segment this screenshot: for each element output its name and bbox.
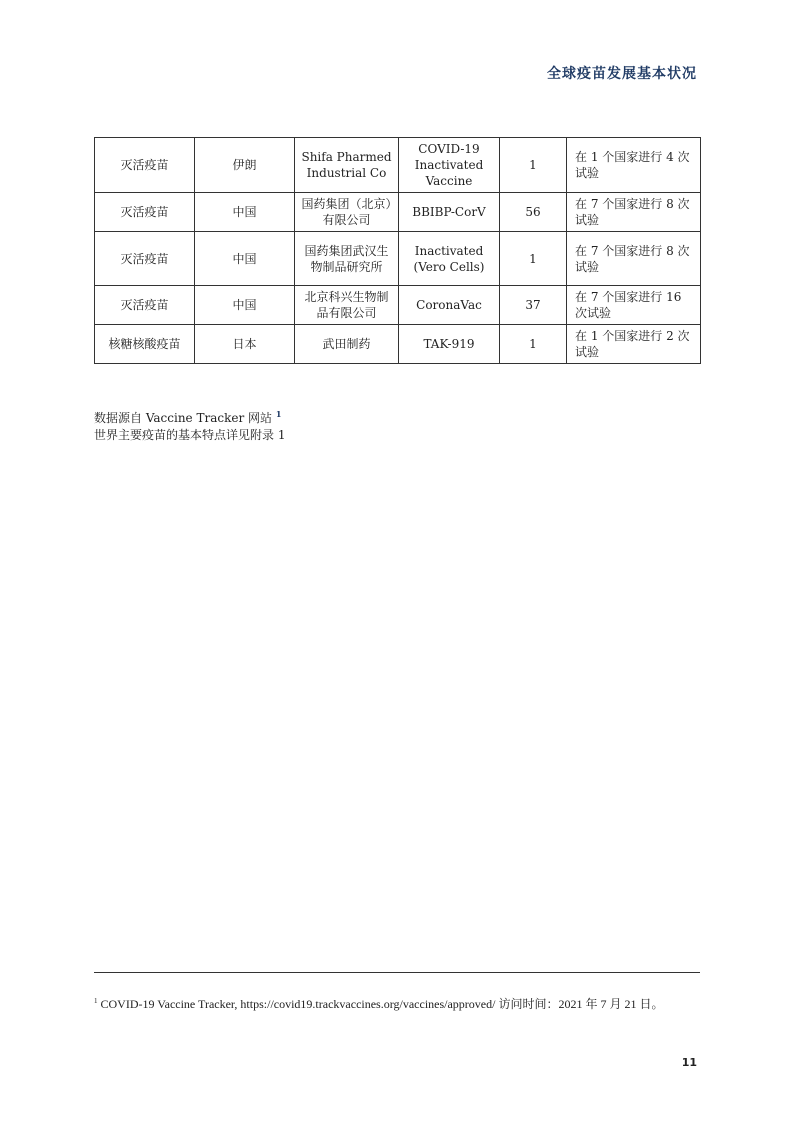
cell-count: 1 [500, 325, 567, 364]
cell-developer: 国药集团（北京）有限公司 [295, 193, 399, 232]
cell-count: 1 [500, 232, 567, 286]
table-row [95, 138, 701, 193]
cell-country: 日本 [195, 325, 295, 364]
cell-count: 56 [500, 193, 567, 232]
running-header-title: 全球疫苗发展基本状况 [547, 66, 697, 82]
cell-developer: 武田制药 [295, 325, 399, 364]
footnote-marker: 1 [94, 997, 98, 1005]
cell-vaccine-name: COVID-19 Inactivated Vaccine [399, 138, 500, 193]
source-note-text: 数据源自 Vaccine Tracker 网站 [94, 411, 272, 425]
cell-country: 伊朗 [195, 138, 295, 193]
footnote-reference-link[interactable]: 1 [275, 409, 282, 419]
appendix-note: 世界主要疫苗的基本特点详见附录 1 [94, 428, 286, 442]
cell-developer: 国药集团武汉生物制品研究所 [295, 232, 399, 286]
cell-count: 1 [500, 138, 567, 193]
source-note [94, 410, 285, 427]
vaccine-table [94, 137, 701, 364]
cell-trials: 在 7 个国家进行 8 次试验 [567, 232, 701, 286]
footnote-divider [94, 972, 700, 973]
cell-vaccine-type: 灭活疫苗 [95, 286, 195, 325]
cell-vaccine-name: Inactivated (Vero Cells) [399, 232, 500, 286]
cell-trials: 在 1 个国家进行 4 次试验 [567, 138, 701, 193]
table-row [95, 286, 701, 325]
cell-country: 中国 [195, 232, 295, 286]
cell-vaccine-name: TAK-919 [399, 325, 500, 364]
table-row [95, 232, 701, 286]
table-row [95, 325, 701, 364]
cell-developer: 北京科兴生物制品有限公司 [295, 286, 399, 325]
cell-vaccine-name: BBIBP-CorV [399, 193, 500, 232]
cell-vaccine-name: CoronaVac [399, 286, 500, 325]
cell-count: 37 [500, 286, 567, 325]
footnote-text: COVID-19 Vaccine Tracker, https://covid19.trackvaccines.org/vaccines/approved/ 访问时间：2021 年 7 月 21 日。 [97, 997, 664, 1011]
cell-country: 中国 [195, 286, 295, 325]
cell-vaccine-type: 灭活疫苗 [95, 138, 195, 193]
footnote [94, 995, 700, 1013]
cell-vaccine-type: 核糖核酸疫苗 [95, 325, 195, 364]
cell-trials: 在 7 个国家进行 8 次试验 [567, 193, 701, 232]
cell-trials: 在 7 个国家进行 16 次试验 [567, 286, 701, 325]
cell-trials: 在 1 个国家进行 2 次试验 [567, 325, 701, 364]
table-notes [94, 410, 285, 444]
cell-country: 中国 [195, 193, 295, 232]
table-row [95, 193, 701, 232]
cell-vaccine-type: 灭活疫苗 [95, 232, 195, 286]
page-number: 11 [681, 1056, 697, 1069]
cell-developer: Shifa Pharmed Industrial Co [295, 138, 399, 193]
cell-vaccine-type: 灭活疫苗 [95, 193, 195, 232]
